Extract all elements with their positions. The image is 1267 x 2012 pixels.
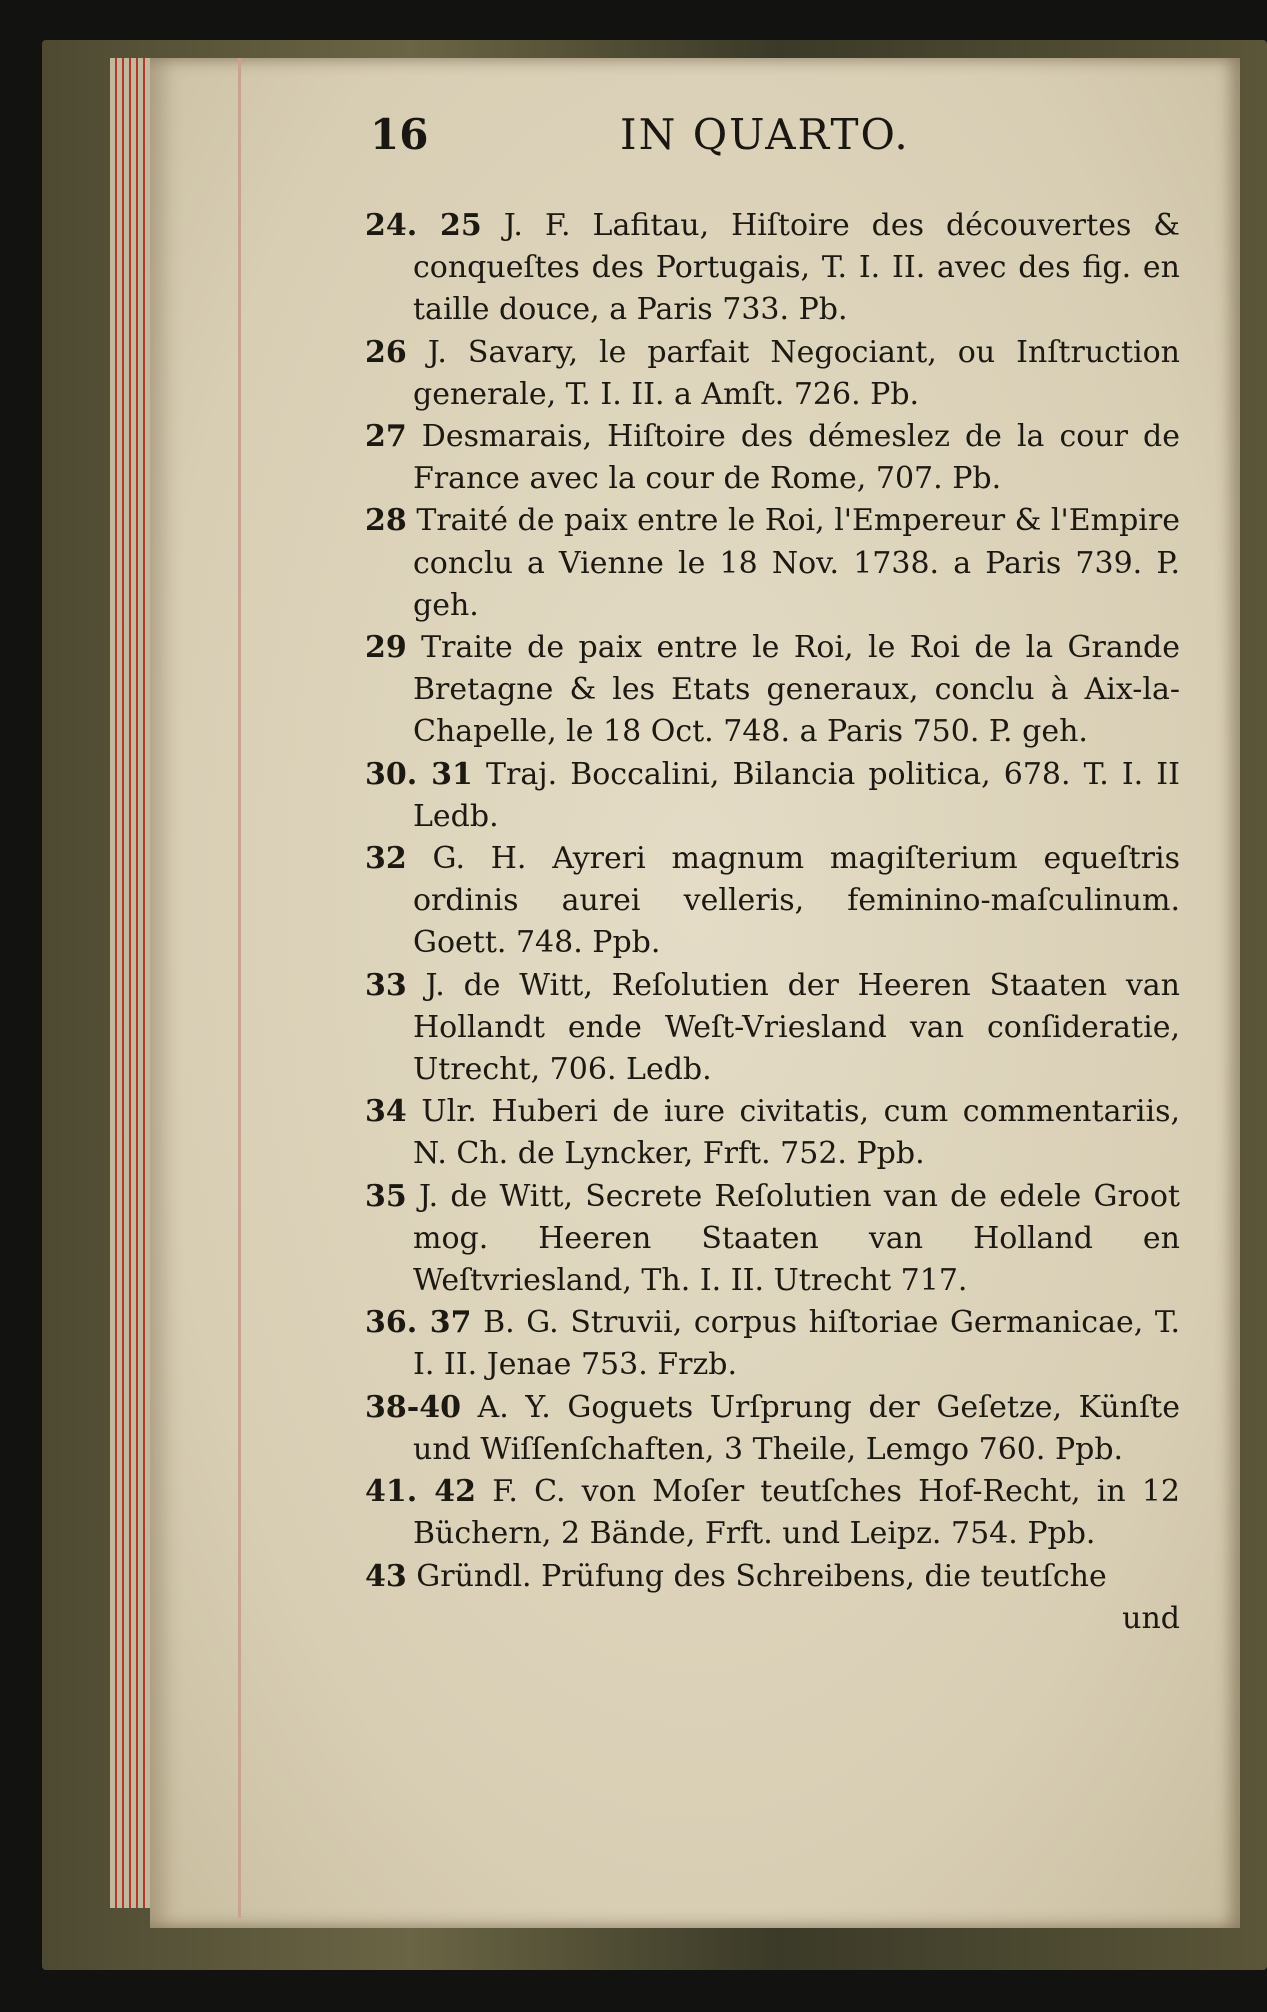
catalog-entry xyxy=(365,1302,1180,1386)
catalog-entry xyxy=(365,754,1180,838)
entry-number: 27 xyxy=(365,419,407,455)
catalog-entry xyxy=(365,500,1180,627)
entry-number: 32 xyxy=(365,841,407,877)
running-title: IN QUARTO. xyxy=(620,110,910,159)
entry-number: 43 xyxy=(365,1558,407,1594)
entry-text: Desmarais, Hiſtoire des démeslez de la cour de France avec la cour de Rome, 707. Pb. xyxy=(413,419,1180,497)
entry-number: 24. 25 xyxy=(365,208,482,243)
catalog-entry xyxy=(365,1387,1180,1471)
catalog-entry xyxy=(365,965,1180,1092)
catalog-entry xyxy=(365,332,1180,416)
entry-text: F. C. von Moſer teutſches Hof-Recht, in 12 Büchern, 2 Bände, Frft. und Leipz. 754. Ppb. xyxy=(413,1474,1180,1552)
entry-text: A. Y. Goguets Urſprung der Geſetze, Künſte und Wiſſenſchaften, 3 Theile, Lemgo 760. Ppb. xyxy=(413,1389,1180,1467)
entry-number: 41. 42 xyxy=(365,1474,477,1510)
catalog-entry xyxy=(365,416,1180,500)
catalog-entries xyxy=(365,205,1180,1640)
entry-text: J. Savary, le parfait Negociant, ou Inſtruction generale, T. I. II. a Amſt. 726. Pb. xyxy=(413,334,1180,412)
page-number: 16 xyxy=(370,110,429,159)
entry-text: Gründl. Prüfung des Schreibens, die teutſche xyxy=(416,1558,1107,1594)
entry-number: 35 xyxy=(365,1178,407,1214)
entry-number: 26 xyxy=(365,334,407,370)
catalog-entry xyxy=(365,838,1180,965)
entry-text: J. de Witt, Reſolutien der Heeren Staaten van Hollandt ende Weſt-Vriesland van conſideratie, Utrecht, 706. Ledb. xyxy=(413,967,1180,1088)
catalog-entry xyxy=(365,627,1180,754)
entry-number: 38-40 xyxy=(365,1389,461,1425)
catalog-entry xyxy=(365,1471,1180,1555)
catchword: und xyxy=(1122,1600,1180,1636)
catalog-entry xyxy=(365,1556,1180,1598)
entry-text: Traité de paix entre le Roi, l'Empereur & l'Empire conclu a Vienne le 18 Nov. 1738. a Paris 739. P. geh. xyxy=(413,503,1180,623)
entry-number: 28 xyxy=(365,503,407,539)
entry-text: Traj. Boccalini, Bilancia politica, 678. T. I. II Ledb. xyxy=(413,756,1180,834)
entry-text: G. H. Ayreri magnum magiſterium equeſtris ordinis aurei velleris, feminino-maſculinum. Goett. 748. Ppb. xyxy=(413,841,1180,961)
entry-text: Traite de paix entre le Roi, le Roi de la Grande Bretagne & les Etats generaux, conclu à Aix-la-Chapelle, le 18 Oct. 748. a Paris 750. P. geh. xyxy=(413,630,1180,750)
catalog-entry xyxy=(365,1091,1180,1175)
entry-number: 34 xyxy=(365,1094,407,1130)
entry-number: 33 xyxy=(365,967,407,1003)
catalog-entry xyxy=(365,205,1180,332)
page-header xyxy=(370,110,1170,170)
entry-number: 30. 31 xyxy=(365,756,473,792)
entry-text: J. F. Lafitau, Hiſtoire des découvertes & conqueſtes des Portugais, T. I. II. avec des fig. en taille douce, a Paris 733. Pb. xyxy=(413,208,1180,328)
entry-text: Ulr. Huberi de iure civitatis, cum commentariis, N. Ch. de Lyncker, Frft. 752. Ppb. xyxy=(413,1094,1180,1172)
margin-rule xyxy=(238,58,241,1918)
page-edges xyxy=(110,58,150,1908)
entry-number: 29 xyxy=(365,630,407,666)
entry-number: 36. 37 xyxy=(365,1305,472,1341)
entry-text: J. de Witt, Secrete Reſolutien van de edele Groot mog. Heeren Staaten van Holland en Weſtvriesland, Th. I. II. Utrecht 717. xyxy=(413,1178,1180,1299)
catalog-entry xyxy=(365,1176,1180,1303)
entry-text: B. G. Struvii, corpus hiſtoriae Germanicae, T. I. II. Jenae 753. Frzb. xyxy=(413,1305,1180,1383)
